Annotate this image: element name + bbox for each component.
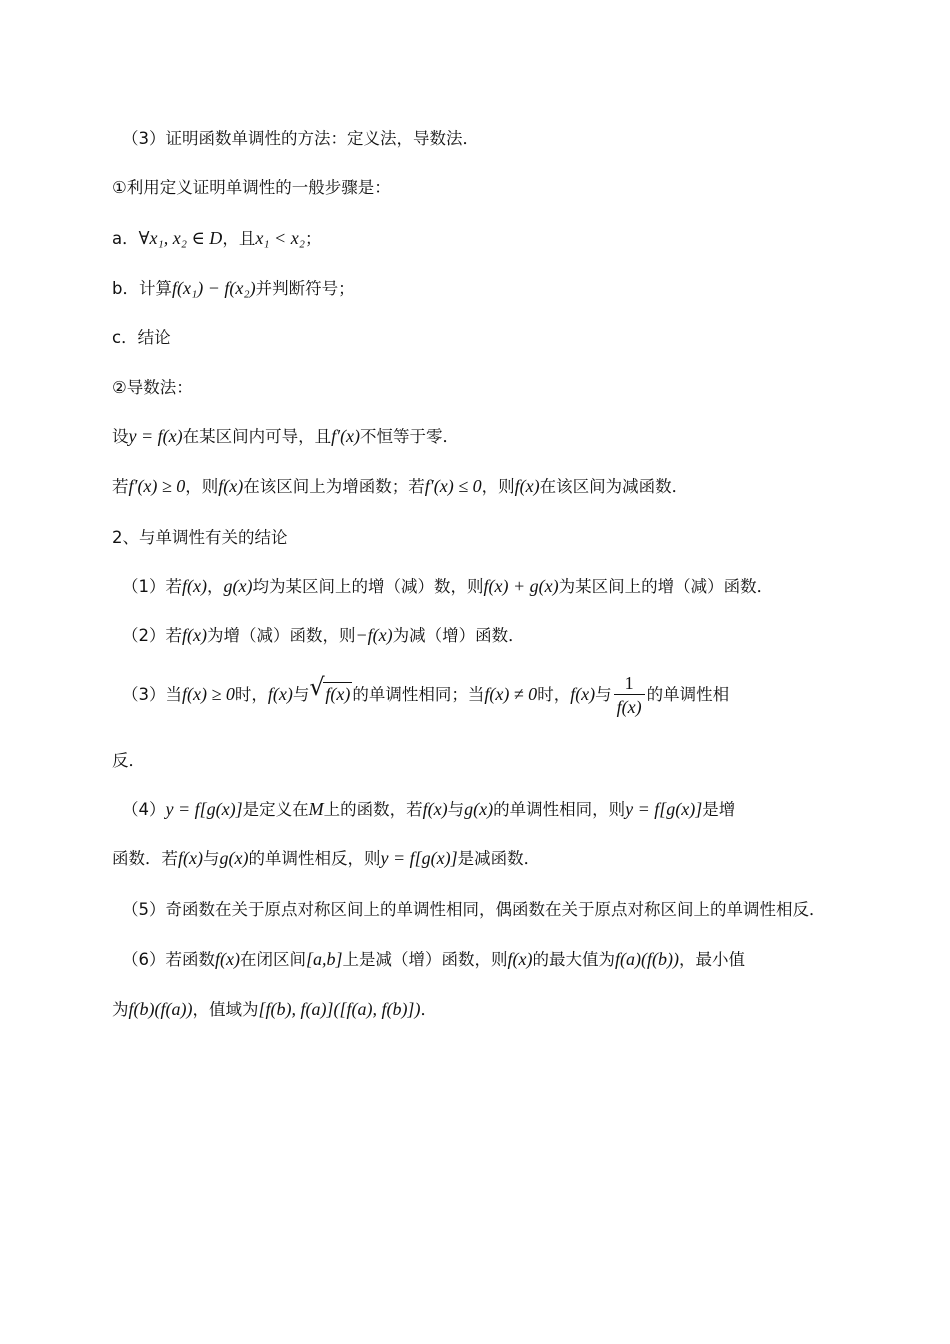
section-2-heading: 2、与单调性有关的结论 bbox=[112, 528, 288, 547]
conclusion-3-cont: 反． bbox=[112, 751, 145, 770]
derivative-rule: 若f′(x) ≥ 0，则f(x)在该区间上为增函数；若f′(x) ≤ 0，则f(x)在该区间为减函数． bbox=[112, 476, 689, 496]
conclusion-2: （2）若f(x)为增（减）函数，则−f(x)为减（增）函数． bbox=[122, 625, 525, 645]
sqrt-fx: √ f(x) bbox=[309, 673, 351, 704]
reciprocal-fx: $\frac{1}{f(x)}$ bbox=[614, 672, 645, 719]
x1-lt-x2-expr: x₁ < x₂ bbox=[255, 228, 305, 248]
conclusion-3: （3）当f(x) ≥ 0时，f(x)与 √ f(x) 的单调性相同；当f(x) ≠ 0时，f(x)与 $\frac{1}{f(x)}$ 的单调性相 bbox=[122, 673, 730, 717]
conclusion-1: （1）若f(x)，g(x)均为某区间上的增（减）数，则f(x) + g(x)为某区间上的增（减）函数． bbox=[122, 576, 774, 596]
difference-expr: f(x₁) − f(x₂) bbox=[171, 278, 256, 298]
conclusion-5: （5）奇函数在关于原点对称区间上的单调性相同，偶函数在关于原点对称区间上的单调性相反． bbox=[122, 900, 826, 919]
derivative-method-heading: ②导数法： bbox=[112, 378, 193, 397]
derivative-setup: 设y = f(x)在某区间内可导，且f′(x)不恒等于零． bbox=[112, 426, 460, 446]
method-heading: （3）证明函数单调性的方法：定义法，导数法． bbox=[122, 129, 479, 148]
step-b: b．计算f(x₁) − f(x₂)并判断符号； bbox=[112, 278, 355, 298]
step-a: a．∀x₁, x₂ ∈ D，且x₁ < x₂； bbox=[112, 228, 322, 248]
conclusion-4: （4）y = f[g(x)]是定义在M上的函数，若f(x)与g(x)的单调性相同，则y = f[g(x)]是增 bbox=[122, 799, 736, 819]
conclusion-4-cont: 函数．若f(x)与g(x)的单调性相反，则y = f[g(x)]是减函数． bbox=[112, 848, 541, 868]
forall-expr: ∀x₁, x₂ ∈ D bbox=[138, 228, 223, 248]
step-c: c．结论 bbox=[112, 328, 171, 347]
definition-method-steps: ①利用定义证明单调性的一般步骤是： bbox=[112, 178, 391, 197]
conclusion-6: （6）若函数f(x)在闭区间[a,b]上是减（增）函数，则f(x)的最大值为f(a)(f(b))，最小值 bbox=[122, 949, 745, 969]
conclusion-6-cont: 为f(b)(f(a))，值域为[f(b), f(a)]([f(a), f(b)])． bbox=[112, 999, 437, 1019]
